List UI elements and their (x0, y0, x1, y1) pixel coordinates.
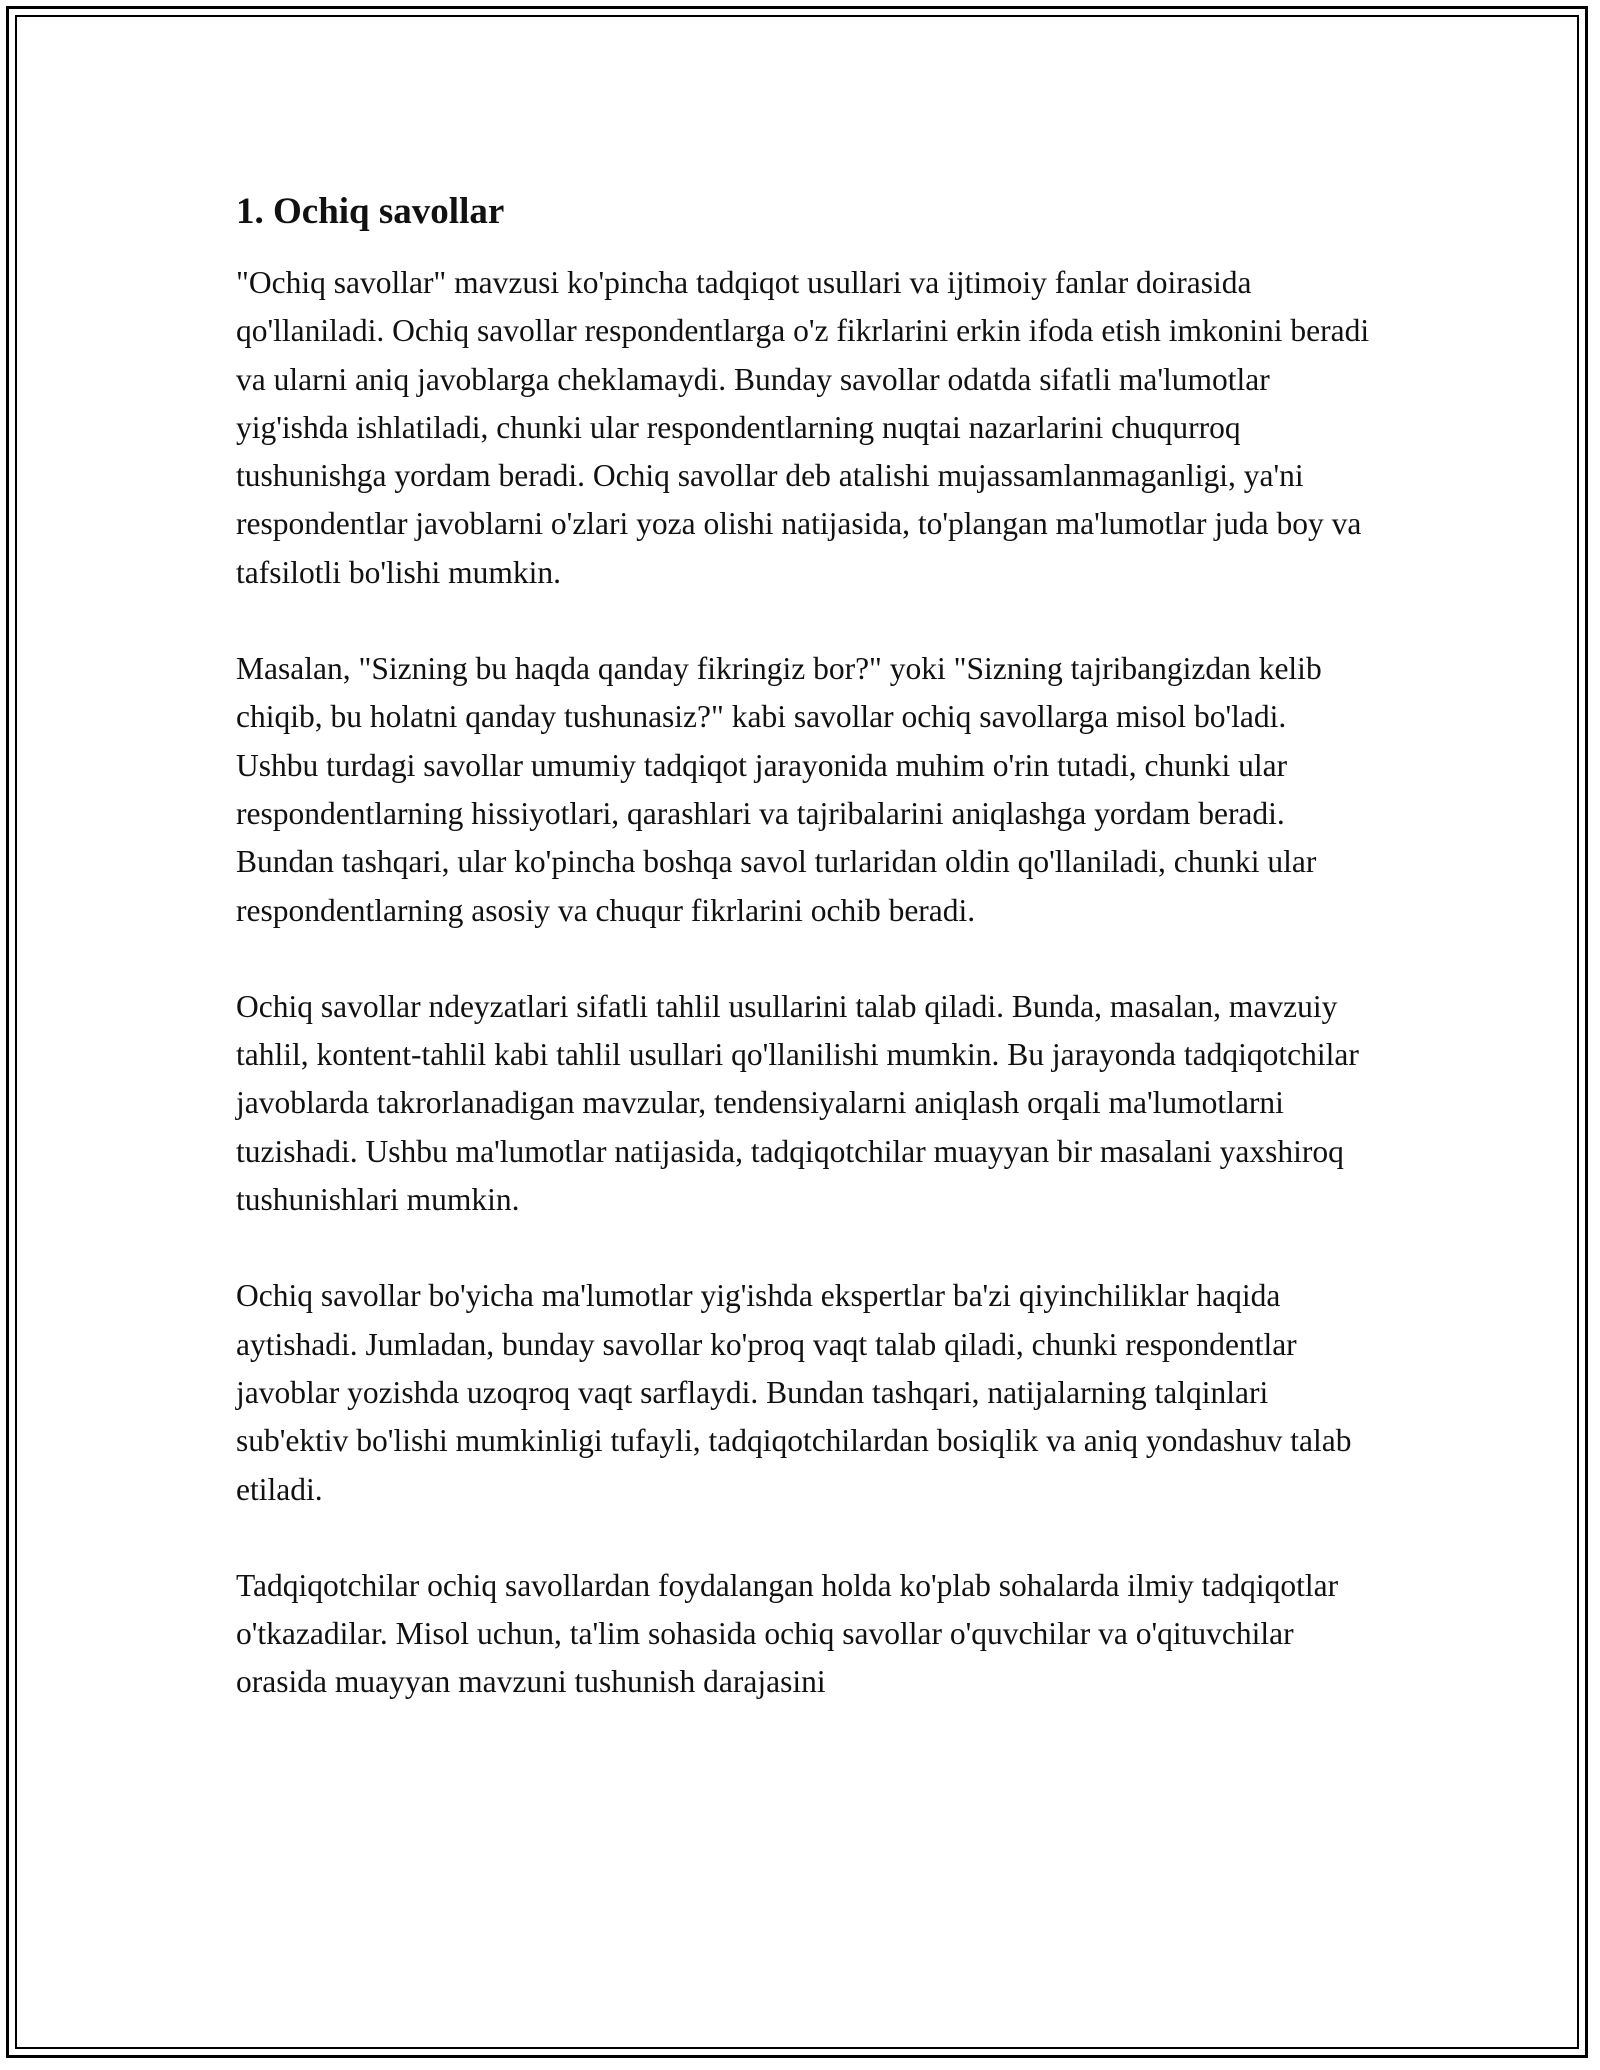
paragraph-5: Tadqiqotchilar ochiq savollardan foydalangan holda ko'plab sohalarda ilmiy tadqiqotlar o'tkazadilar. Misol uchun, ta'lim sohasida ochiq savollar o'quvchilar va o'qituvchilar orasida muayyan mavzuni tushunish darajasini (236, 1567, 1339, 1700)
document-body (236, 188, 1376, 1755)
paragraph-3: Ochiq savollar ndeyzatlari sifatli tahlil usullarini talab qiladi. Bunda, masalan, mavzuiy tahlil, kontent-tahlil kabi tahlil usullari qo'llanilishi mumkin. Bu jarayonda tadqiqotchilar javoblarda takrorlanadigan mavzular, tendensiyalarni aniqlash orqali ma'lumotlarni tuzishadi. Ushbu ma'lumotlar natijasida, tadqiqotchilar muayyan bir masalani yaxshiroq tushunishlari mumkin. (236, 988, 1359, 1218)
paragraph-1: "Ochiq savollar" mavzusi ko'pincha tadqiqot usullari va ijtimoiy fanlar doirasida qo'llaniladi. Ochiq savollar respondentlarga o'z fikrlarini erkin ifoda etish imkonini beradi va ularni aniq javoblarga cheklamaydi. Bunday savollar odatda sifatli ma'lumotlar yig'ishda ishlatiladi, chunki ular respondentlarning nuqtai nazarlarini chuqurroq tushunishga yordam beradi. Ochiq savollar deb atalishi mujassamlanmaganligi, ya'ni respondentlar javoblarni o'zlari yoza olishi natijasida, to'plangan ma'lumotlar juda boy va tafsilotli bo'lishi mumkin. (236, 265, 1370, 590)
paragraph-4: Ochiq savollar bo'yicha ma'lumotlar yig'ishda ekspertlar ba'zi qiyinchiliklar haqida aytishadi. Jumladan, bunday savollar ko'proq vaqt talab qiladi, chunki respondentlar javoblar yozishda uzoqroq vaqt sarflaydi. Bundan tashqari, natijalarning talqinlari sub'ektiv bo'lishi mumkinligi tufayli, tadqiqotchilardan bosiqlik va aniq yondashuv talab etiladi. (236, 1278, 1352, 1507)
section-heading: 1. Ochiq savollar (236, 191, 505, 232)
paragraph-2: Masalan, "Sizning bu haqda qanday fikringiz bor?" yoki "Sizning tajribangizdan kelib chiqib, bu holatni qanday tushunasiz?" kabi savollar ochiq savollarga misol bo'ladi. Ushbu turdagi savollar umumiy tadqiqot jarayonida muhim o'rin tutadi, chunki ular respondentlarning hissiyotlari, qarashlari va tajribalarini aniqlashga yordam beradi. Bundan tashqari, ular ko'pincha boshqa savol turlaridan oldin qo'llaniladi, chunki ular respondentlarning asosiy va chuqur fikrlarini ochib beradi. (236, 651, 1322, 928)
